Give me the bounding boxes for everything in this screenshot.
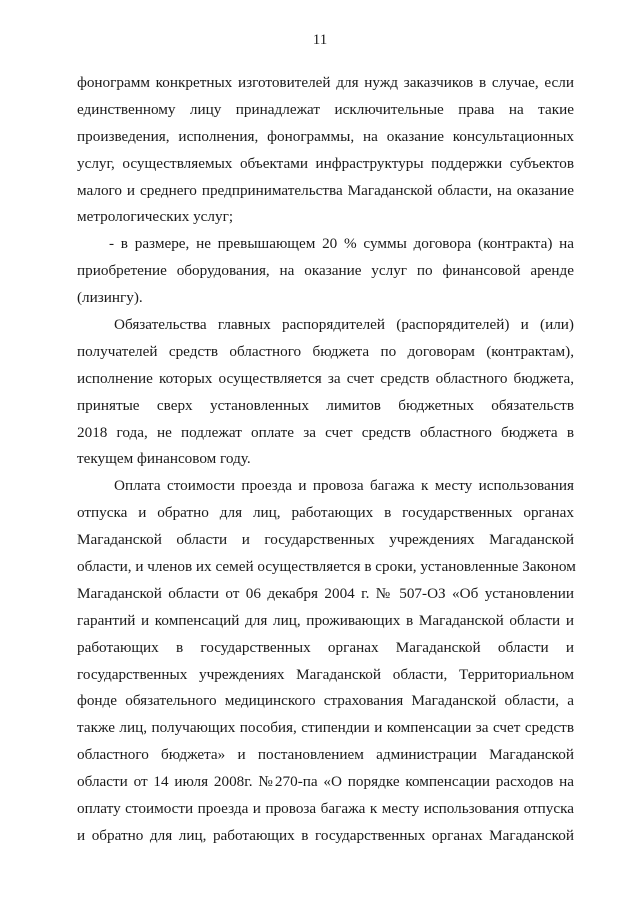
text-line: области, и членов их семей осуществляется в сроки, установленные Законом <box>77 558 576 576</box>
text-line: получателей средств областного бюджета по договорам (контрактам), <box>77 342 574 360</box>
text-line: Оплата стоимости проезда и провоза багажа к месту использования <box>114 477 574 495</box>
text-line: отпуска и обратно для лиц, работающих в государственных органах <box>77 504 574 522</box>
text-line: фонограмм конкретных изготовителей для нужд заказчиков в случае, если <box>77 74 574 91</box>
text-line: - в размере, не превышающем 20 % суммы договора (контракта) на <box>109 235 574 253</box>
text-line: текущем финансовом году. <box>77 450 251 468</box>
text-line: и обратно для лиц, работающих в государственных органах Магаданской <box>77 826 574 844</box>
text-line: областного бюджета» и постановлением администрации Магаданской <box>77 746 574 764</box>
text-line: принятые сверх установленных лимитов бюджетных обязательств <box>77 396 574 414</box>
text-line: 2018 года, не подлежат оплате за счет средств областного бюджета в <box>77 423 574 441</box>
text-line: произведения, исполнения, фонограммы, на оказание консультационных <box>77 127 574 145</box>
text-line: фонде обязательного медицинского страхования Магаданской области, а <box>77 692 574 710</box>
text-line: работающих в государственных органах Магаданской области и <box>77 638 574 656</box>
text-line: Магаданской области от 06 декабря 2004 г. № 507-ОЗ «Об установлении <box>77 584 574 602</box>
text-line: (лизингу). <box>77 289 143 307</box>
text-line: также лиц, получающих пособия, стипендии и компенсации за счет средств <box>77 719 574 737</box>
text-line: исполнение которых осуществляется за счет средств областного бюджета, <box>77 369 574 387</box>
text-line: государственных учреждениях Магаданской области, Территориальном <box>77 665 574 683</box>
page-number: 11 <box>312 32 328 48</box>
text-line: метрологических услуг; <box>77 208 234 226</box>
text-line: единственному лицу принадлежат исключительные права на такие <box>77 100 574 118</box>
text-line: приобретение оборудования, на оказание услуг по финансовой аренде <box>77 262 574 280</box>
text-line: Магаданской области и государственных учреждениях Магаданской <box>77 531 574 549</box>
text-line: малого и среднего предпринимательства Магаданской области, на оказание <box>77 181 574 199</box>
text-line: Обязательства главных распорядителей (распорядителей) и (или) <box>114 316 574 334</box>
text-line: области от 14 июля 2008г. №270-па «О порядке компенсации расходов на <box>77 773 574 791</box>
text-line: оплату стоимости проезда и провоза багажа к месту использования отпуска <box>77 800 574 818</box>
document-body <box>77 70 574 850</box>
text-line: услуг, осуществляемых объектами инфраструктуры поддержки субъектов <box>77 154 574 172</box>
text-line: гарантий и компенсаций для лиц, проживающих в Магаданской области и <box>77 611 574 629</box>
